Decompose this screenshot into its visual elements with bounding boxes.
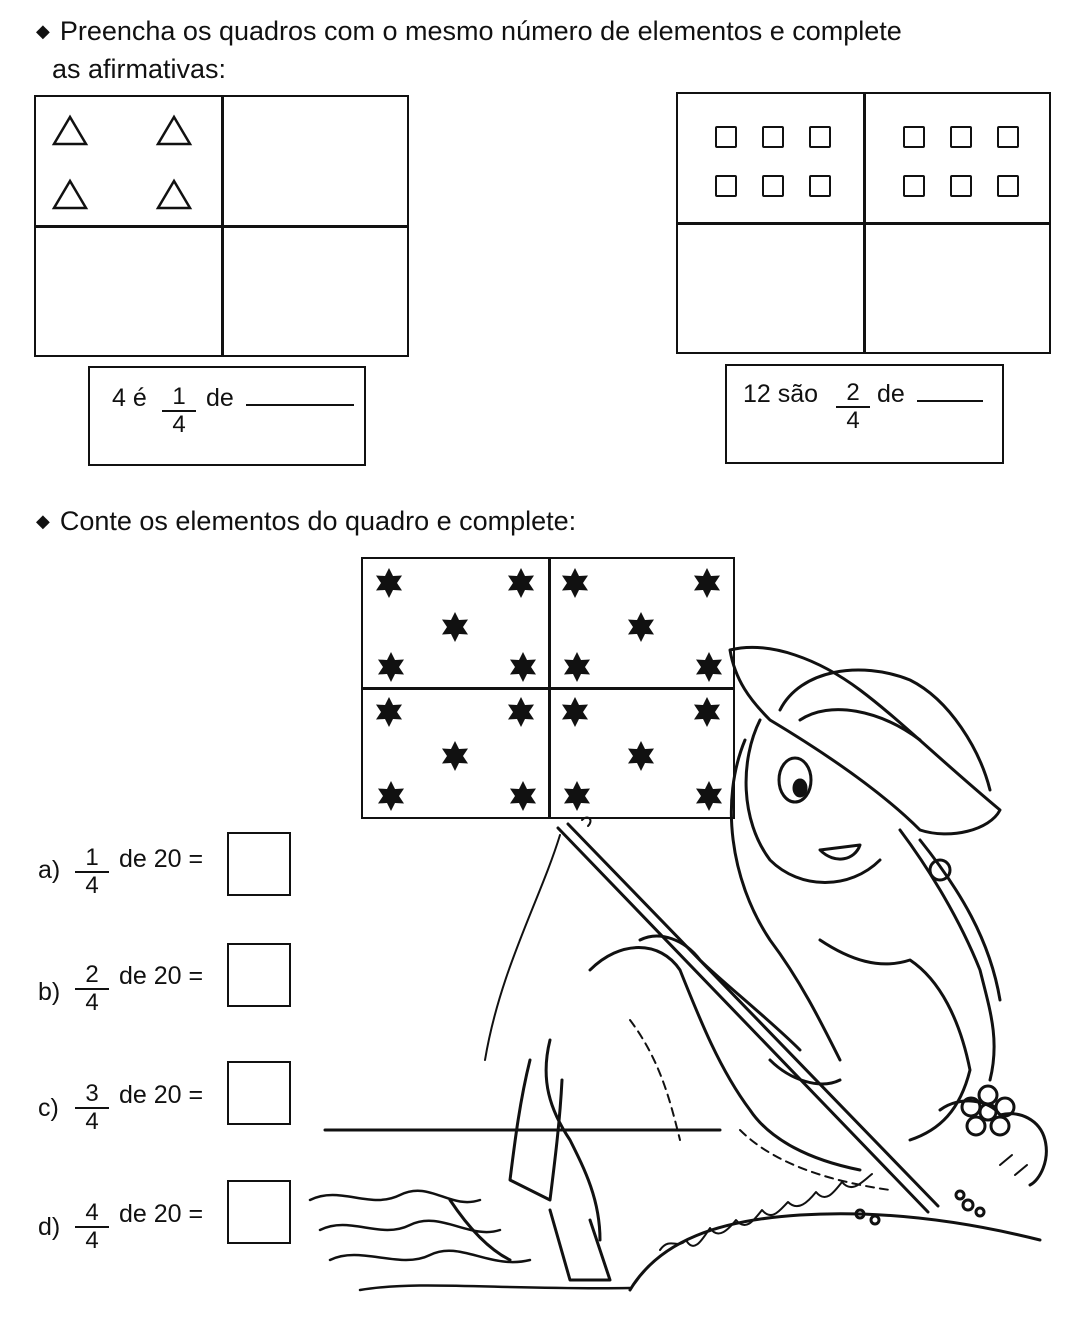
bullet-icon: ◆ — [36, 21, 50, 41]
triangle-grid — [34, 95, 409, 357]
answer-box[interactable] — [227, 1061, 291, 1125]
square-icon — [809, 126, 831, 148]
square-icon — [950, 126, 972, 148]
triangle-icon — [158, 181, 190, 208]
square-icon — [715, 175, 737, 197]
triangle-icons — [36, 97, 411, 359]
square-grid — [676, 92, 1051, 354]
fraction: $\frac{2}{4}$ — [75, 962, 109, 1016]
fraction: $\frac{4}{4}$ — [75, 1200, 109, 1254]
star-icon — [694, 568, 720, 598]
square-icon — [715, 126, 737, 148]
star-icon — [562, 568, 588, 598]
answer-blank[interactable] — [246, 404, 354, 406]
square-icon — [809, 175, 831, 197]
girl-fishing-illustration — [300, 640, 1060, 1310]
instruction-1: ◆ Preencha os quadros com o mesmo número de elementos e complete — [36, 16, 902, 46]
question-letter: c) — [38, 1094, 59, 1122]
square-icon — [997, 175, 1019, 197]
fraction: $\frac{1}{4}$ — [162, 384, 196, 438]
answer-box[interactable] — [227, 832, 291, 896]
answer-box[interactable] — [227, 943, 291, 1007]
square-icon — [950, 175, 972, 197]
statement-box-left: 4 é $\frac{1}{4}$ de — [88, 366, 366, 466]
star-icon — [376, 568, 402, 598]
instruction-2: ◆ Conte os elementos do quadro e complete: — [36, 506, 577, 536]
square-icon — [903, 175, 925, 197]
triangle-icon — [54, 117, 86, 144]
answer-box[interactable] — [227, 1180, 291, 1244]
question-letter: a) — [38, 856, 61, 884]
answer-blank[interactable] — [917, 400, 983, 402]
fraction: $\frac{3}{4}$ — [75, 1081, 109, 1135]
square-icon — [903, 126, 925, 148]
bullet-icon: ◆ — [36, 511, 50, 531]
triangle-icon — [54, 181, 86, 208]
question-letter: d) — [38, 1213, 61, 1241]
square-icon — [762, 126, 784, 148]
square-icon — [762, 175, 784, 197]
star-icon — [442, 612, 468, 642]
triangle-icon — [158, 117, 190, 144]
fraction: $\frac{1}{4}$ — [75, 845, 109, 899]
fraction: $\frac{2}{4}$ — [836, 380, 870, 434]
star-icon — [508, 568, 534, 598]
grid-divider — [678, 222, 1049, 225]
square-icon — [997, 126, 1019, 148]
star-icon — [628, 612, 654, 642]
question-letter: b) — [38, 978, 61, 1006]
instruction-1-line2: as afirmativas: — [52, 54, 227, 84]
statement-box-right: 12 são $\frac{2}{4}$ de — [725, 364, 1004, 464]
